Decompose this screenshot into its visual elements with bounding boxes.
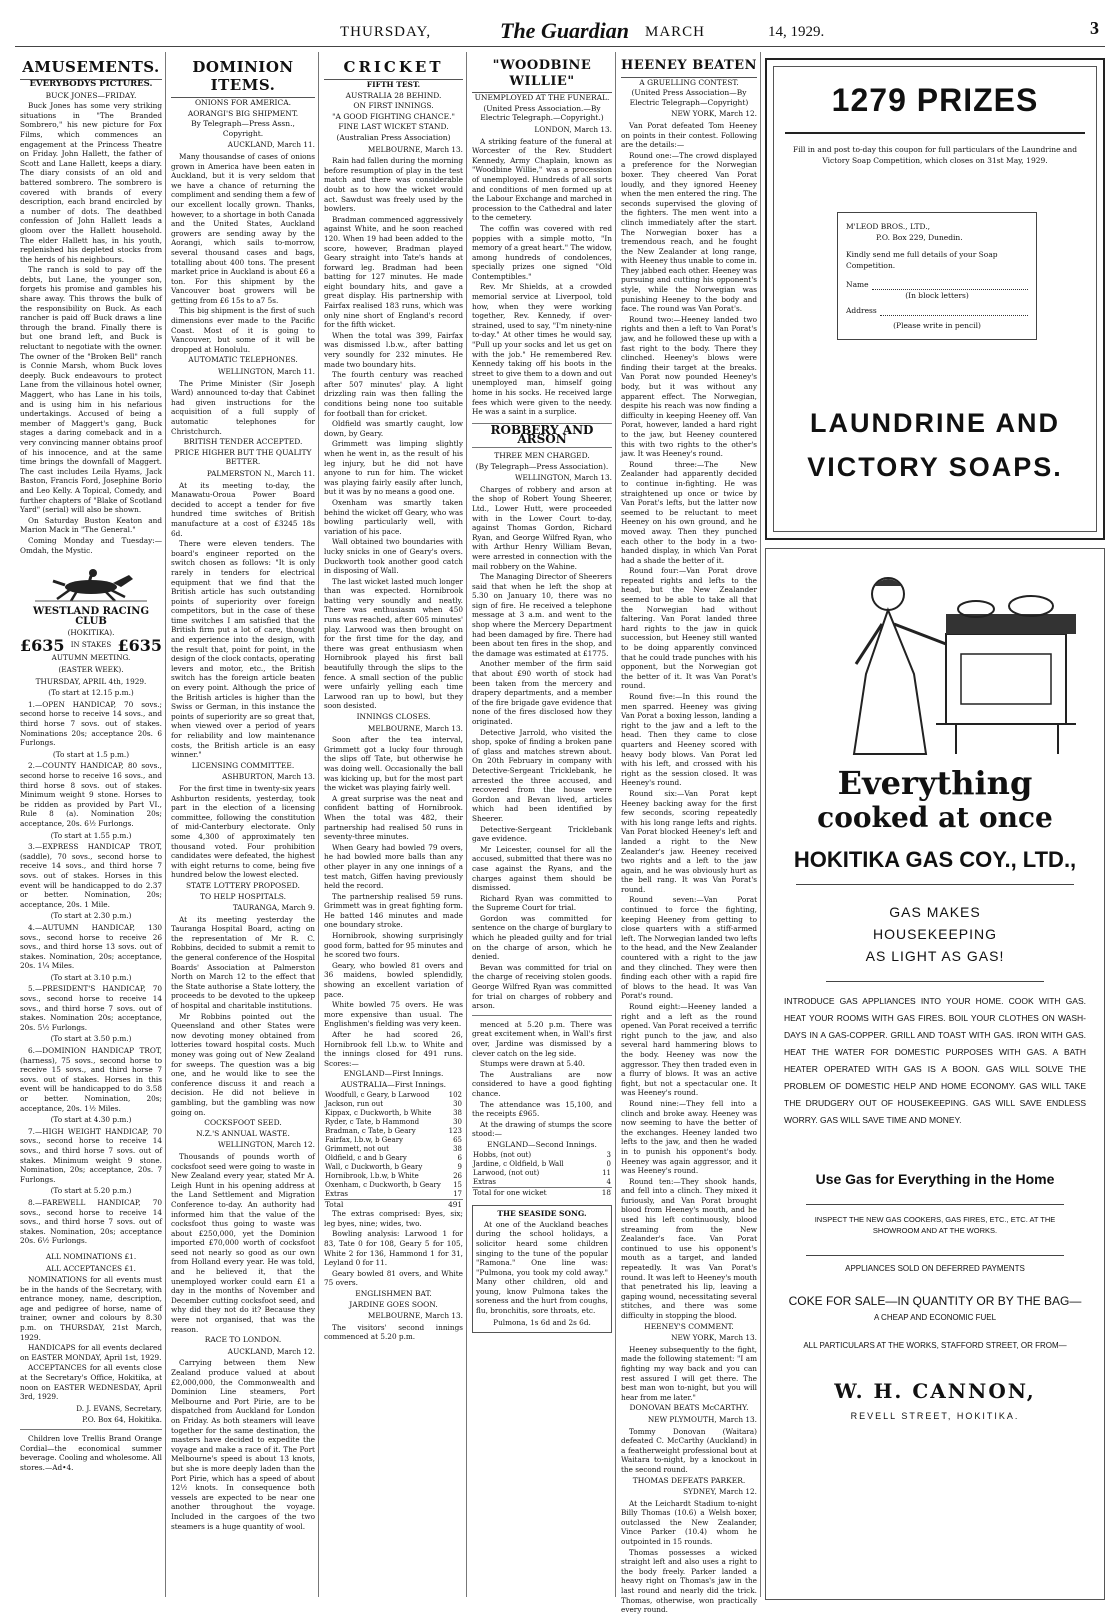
race-start-time: (To start at 1.5 p.m.): [52, 749, 130, 759]
divider: [796, 884, 1074, 885]
divider: [806, 1255, 1064, 1256]
coupon-pencil-note: (Please write in pencil): [893, 321, 981, 330]
brand-line2: VICTORY SOAPS.: [807, 452, 1063, 482]
race-entry: 7.—HIGH WEIGHT HANDICAP, 70 sovs., second horse to receive 14 sovs., and third horse 7 sovs. out of stakes. Minimum weight 9 stone. Nomination, 20s; acceptance, 20s. 7 Furlongs.: [20, 1126, 162, 1184]
article-paragraph: A great surprise was the neat and confident batting of Hornibrook. When the total was 482, their partnership had realised 50 runs in seventy-three minutes.: [324, 793, 463, 842]
race-start-time: (To start at 12.15 p.m.): [48, 688, 134, 698]
column-dominion-items: [168, 52, 318, 1600]
article-paragraph: Geary, who bowled 81 overs and 36 maidens, bowled splendidly, showing an excellent variation of pace.: [324, 960, 463, 999]
dateline: LONDON, March 13.: [534, 124, 612, 134]
coupon-name-row[interactable]: [846, 279, 1028, 290]
byline: (By Telegraph—Press Association).: [475, 461, 609, 471]
race-entry: 3.—EXPRESS HANDICAP TROT, (saddle), 70 sovs., second horse to receive 14 sovs., and third horse 7 sovs. out of stakes. Horses in this event will be handicapped to do 2.37 or better. Nomination, 20s; acceptance, 20s. 1 Mile.: [20, 842, 162, 909]
agent-address: REVELL STREET, HOKITIKA.: [850, 1411, 1020, 1421]
article-paragraph: Oxenham was smartly taken behind the wicket off Geary, who was bowling particularly well, with variation of his pace.: [324, 497, 463, 536]
article-paragraph: Richard Ryan was committed to the Supreme Court for trial.: [472, 893, 612, 913]
article-paragraph: Round two:—Heeney landed two rights and then a left to Van Porat's jaw, and he followed these up with a fast right to the body. There they clinched. Heeney's blows were finding their target at the breaks. Van Porat now pounded Heeney's body, but it was without any apparent effect. The Norwegian, despite his reach was now finding a difficulty in keeping Heeney off. Van Porat, however, landed a hard right to the jaw, but Heeney countered this with two rights to the other's jaw. It was Heeney's round.: [621, 314, 757, 459]
everything-heading: Everything: [837, 764, 1033, 802]
batsman-entry: Hornibrook, l.b.w, b White: [325, 1171, 419, 1180]
subheading: JARDINE GOES SOON.: [349, 1299, 438, 1309]
particulars-notice: ALL PARTICULARS AT THE WORKS, STAFFORD STREET, OR FROM—: [803, 1341, 1067, 1350]
batsman-entry: Extras: [473, 1177, 496, 1186]
article-paragraph: Wall obtained two boundaries with lucky snicks in one of Geary's overs. Duckworth took another good catch in disposing of Wall.: [324, 537, 463, 576]
batsman-entry: Woodfull, c Geary, b Larwood: [325, 1090, 430, 1099]
scorecard-row: [472, 1178, 612, 1187]
coupon-address-row[interactable]: [846, 305, 1028, 316]
column-divider: [615, 52, 616, 1597]
article-paragraph: At the drawing of stumps the score stood:—: [472, 1119, 612, 1139]
subheading: AORANGI'S BIG SHIPMENT.: [187, 108, 299, 118]
dateline: MELBOURNE, March 13.: [367, 144, 463, 154]
batsman-entry: Oldfield, c and b Geary: [325, 1153, 407, 1162]
article-paragraph: Mr Robbins pointed out the Queensland and other States were now devoting money obtained from lotteries toward hospital costs. Much money was going out of New Zealand for sweeps. The question was a big one, and he would like to see the conference discuss it and reach a decision. He did not believe in gambling, but the gambling was now going on.: [171, 1011, 315, 1117]
acceptances-fee: ALL ACCEPTANCES £1.: [46, 1263, 136, 1273]
batsman-score: 38: [453, 1144, 462, 1153]
race-start-time: (To start at 5.20 p.m.): [50, 1186, 132, 1196]
competition-intro: Fill in and post to-day this coupon for full particulars of the Laundrine and Victory Soap Competition, which closes on 31st May, 1929.: [793, 145, 1077, 165]
subheading: N.Z.'S ANNUAL WASTE.: [196, 1128, 290, 1138]
article-paragraph: Round five:—In this round the men sparred. Heeney was giving Van Porat a boxing lesson, landing a right to the jaw and a left to the head. Then they came to close quarters and Heeney scored with heavy body blows. Van Porat led with his left, and crossed with his right as the session closed. It was Heeney's round.: [621, 692, 757, 788]
subheading: FINE LAST WICKET STAND.: [338, 122, 449, 132]
deferred-payments-notice: APPLIANCES SOLD ON DEFERRED PAYMENTS: [845, 1264, 1025, 1273]
scorecard-row: [472, 1169, 612, 1178]
batsman-entry: Ryder, c Tate, b Hammond: [325, 1117, 420, 1126]
article-paragraph: Round one:—The crowd displayed a preference for the Norwegian boxer. They cheered Van Porat loudly, and they ignored Heeney when the men entered the ring. The seconds supervised the gloving of the fighters. The men went into a clinch immediately after the start. The Norwegian boxer has a tremendous reach, and he fought the New Zealander at long range, with Heeney thus unable to come in. They jabbed each other. Heeney was pursuing and cutting his opponent's style, while the Norwegian was punishing Heeney to the body and face. The round was Van Porat's.: [621, 150, 757, 314]
subheading: ON FIRST INNINGS.: [353, 101, 434, 111]
dateline: NEW YORK, March 12.: [671, 109, 757, 119]
dateline: TAURANGA, March 9.: [232, 903, 315, 913]
subheading: THREE MEN CHARGED.: [494, 450, 590, 460]
scorecard-heading: AUSTRALIA—First Innings.: [340, 1079, 447, 1089]
race-start-time: (To start at 1.55 p.m.): [50, 830, 132, 840]
byline: (Australian Press Association): [336, 132, 451, 142]
secretary-name: D. J. EVANS, Secretary,: [76, 1403, 162, 1413]
article-paragraph: Round nine:—They fell into a clinch and broke away. Heeney was now seeming to have the better of the exchanges. Heeney landed two lefts to the jaw, and then he waded in to punish his opponent's body. Heeney was again aggressor, and it was Heeney's round.: [621, 1098, 757, 1176]
column-cricket: [321, 52, 466, 1600]
column-divider: [318, 52, 319, 1597]
batsman-score: 17: [453, 1189, 462, 1198]
stakes-amount-left: £635: [20, 635, 65, 655]
divider: [20, 1429, 162, 1430]
inspect-showroom-notice: INSPECT THE NEW GAS COOKERS, GAS FIRES, ETC., ETC. AT THE SHOWROOM AND AT THE WORKS.: [814, 1215, 1056, 1235]
batsman-entry: Fairfax, l.b.w, b Geary: [325, 1135, 403, 1144]
article-paragraph: Mr Leicester, counsel for all the accused, submitted that there was no case against the Ryans, and the charges against them should be dismissed.: [472, 844, 612, 893]
divider: [826, 981, 1044, 982]
batsman-score: 3: [606, 1150, 611, 1159]
seaside-song-price: Pulmona, 1s 6d and 2s 6d.: [493, 1317, 591, 1327]
gas-company-name: HOKITIKA GAS COY., LTD.,: [793, 847, 1077, 872]
cooked-at-once-heading: cooked at once: [817, 801, 1053, 834]
meeting-date: THURSDAY, APRIL 4th, 1929.: [35, 676, 147, 686]
coke-for-sale-notice: COKE FOR SALE—IN QUANTITY OR BY THE BAG—: [788, 1294, 1082, 1308]
scorecard-row: [324, 1190, 463, 1199]
scorecard-row: [324, 1181, 463, 1190]
scorecard-row: [324, 1172, 463, 1181]
dateline: WELLINGTON, March 11.: [217, 367, 315, 377]
article-paragraph: Rain had fallen during the morning before resumption of play in the test match and there was considerable doubt as to how the wicket would act. Sawdust was freely used by the bowlers.: [324, 156, 463, 214]
article-paragraph: Gordon was committed for sentence on the charge of burglary to which he pleaded guilty and for trial on the charge of arson, which he denied.: [472, 913, 612, 962]
scorecard-row: [324, 1163, 463, 1172]
article-paragraph: The Australians are now considered to have a good fighting chance.: [472, 1069, 612, 1098]
masthead-rule: [15, 46, 1105, 47]
article-paragraph: Another member of the firm said that about £90 worth of stock had been taken from the mercery and drapery departments, and a member of the fire brigade gave evidence that none of the fires disclosed how they originated.: [472, 659, 612, 726]
article-paragraph: The last wicket lasted much longer than was expected. Hornibrook batting very soundly and neatly. There was enthusiasm when 450 runs was reached, after 605 minutes' play. Larwood was then brought on for the first time for the day, and there was great enthusiasm when Hornibrook played his first ball beautifully through the slips to the fence. A small section of the public were unfairly yelling each time Larwood ran up to bowl, but they soon desisted.: [324, 576, 463, 711]
racehorse-illustration: [31, 561, 151, 603]
amusements-heading: AMUSEMENTS.: [20, 58, 162, 80]
article-paragraph: Bradman commenced aggressively against White, and he soon reached 120. When 19 had been added to the score, however, Bradman played Geary straight into Tate's hands at forward leg. Bradman had been batting for 127 minutes. He made eight boundary hits, and gave a great display. His partnership with Fairfax realised 183 runs, which was only nine short of England's record for the fifth wicket.: [324, 214, 463, 330]
gas-appliances-body: INTRODUCE GAS APPLIANCES INTO YOUR HOME. COOK WITH GAS. HEAT YOUR ROOMS WITH GAS FIRES. BOIL YOUR CLOTHES ON WASH-DAYS IN A GAS-COPPER. GRILL AND TOAST WITH GAS. IRON WITH GAS. HEAT THE WATER FOR DOMESTIC PURPOSES WITH GAS. A BATH HEATER OPERATED WITH GAS IS A BOON. GAS WILL SOLVE THE PROBLEM OF DOMESTIC HELP AND HOME ECONOMY. GAS WILL TAKE THE DRUDGERY OUT OF HOUSEKEEPING. GAS WILL SAVE ENDLESS WORRY. GAS WILL SAVE TIME AND MONEY.: [784, 996, 1086, 1125]
divider: [806, 1204, 1064, 1205]
batsman-score: 4: [606, 1177, 611, 1186]
subheading: BRITISH TENDER ACCEPTED.: [183, 437, 303, 447]
racing-club-location: (HOKITIKA).: [67, 628, 115, 638]
article-paragraph: After he had scored 26, Hornibrook fell l.b.w. to White and the innings closed for 491 runs. Scores:—: [324, 1030, 463, 1068]
article-paragraph: Round six:—Van Porat kept Heeney backing away for the first few seconds, scoring repeatedly with his long range lefts and rights. Van Porat blocked Heeney's left and landed a right to the New Zealander's jaw. Heeney received two rights and a left to the jaw again, and he was obviously hurt as the bell rang. It was Van Porat's round.: [621, 788, 757, 894]
subheading: LICENSING COMMITTEE.: [191, 760, 295, 770]
batsman-score: 15: [453, 1180, 462, 1189]
article-paragraph: Round eight:—Heeney landed a right and a left as the round opened. Van Porat received a terrific right punch to the jaw, and also several hard hammering blows to the body. Heeney was now the aggressor. They then traded even in a flurry of blows. It was an active fight, but not a spectacular one. It was Heeney's round.: [621, 1002, 757, 1098]
batsman-entry: Jardine, c Oldfield, b Wall: [473, 1159, 564, 1168]
dateline: WELLINGTON, March 12.: [217, 1140, 315, 1150]
article-paragraph: Buck Jones has some very striking situations in "The Branded Sombrero," his new picture for Fox Films, which commences an engagement at the Princess Theatre on Friday. John Hallett, the father of Scott and Lane Hallett, keeps a diary. The diary consists of an old and battered sombrero. The sombrero is covered with brands of every description, each brand encircled by a number of dots. The deathbed confession of John Hallett leads a gloom over the Hallett household. The elder Hallett has, in his youth, replenished his depleted stocks from the herds of his neighbours.: [20, 101, 162, 264]
batsman-score: 102: [448, 1090, 462, 1099]
subheading: AUTOMATIC TELEPHONES.: [188, 355, 298, 365]
subheading: COCKSFOOT SEED.: [204, 1118, 282, 1128]
article-paragraph: At the Leichardt Stadium to-night Billy Thomas (10.6) a Welsh boxer, outclassed the New Zealander, Vince Parker (10.4) whom he outpointed in 15 rounds.: [621, 1498, 757, 1547]
subheading: ENGLISHMEN BAT.: [355, 1288, 432, 1298]
batsman-entry: Kippax, c Duckworth, b White: [325, 1108, 432, 1117]
brand-line1: LAUNDRINE AND: [810, 408, 1060, 438]
coupon-address-line2: P.O. Box 229, Dunedin.: [876, 233, 963, 242]
article-paragraph: Charges of robbery and arson at the shop of Robert Young Sheerer, Ltd., Lower Hutt, were proceeded with in the Lower Court to-day, against Thomas Gordon, Richard Ryan, and George Wilfred Ryan, who with Arthur Henry William Bevan, were arrested in connection with the mail robbery on the Wahine.: [472, 484, 612, 571]
byline: (United Press Association—By Electric Telegraph—Copyright): [629, 88, 749, 107]
batsman-score: 65: [453, 1135, 462, 1144]
subheading: HEENEY'S COMMENT.: [644, 1321, 734, 1331]
subheading: AUSTRALIA 28 BEHIND.: [345, 90, 442, 100]
scorecard-row: [324, 1136, 463, 1145]
masthead: [0, 0, 1114, 44]
batsman-entry: Grimmett, not out: [325, 1144, 389, 1153]
batsman-entry: Oxenham, c Duckworth, b Geary: [325, 1180, 441, 1189]
scorecard-row: [324, 1127, 463, 1136]
article-paragraph: Grimmett was limping slightly when he went in, as the result of his leg injury, but he did not have anyone to run for him. The wicket was playing fairly easily after lunch, but it was by no means a good one.: [324, 439, 463, 497]
scorecard-total-label: Total: [325, 1199, 344, 1209]
article-paragraph: The partnership realised 59 runs. Grimmett was in great fighting form. He batted 146 minutes and made one boundary stroke.: [324, 891, 463, 930]
article-paragraph: Bowling analysis: Larwood 1 for 83, Tate 0 for 108, Geary 5 for 105, White 2 for 136, Hammond 1 for 31, Leyland 0 for 11.: [324, 1229, 463, 1268]
dateline: AUCKLAND, March 12.: [227, 1346, 315, 1356]
australia-scorecard: [324, 1091, 463, 1199]
article-paragraph: For the first time in twenty-six years Ashburton residents, yesterday, took part in the election of a licensing committee, following the constitution of mid-Canterbury electorate. Only some 4,300 of approximately ten thousand voted. Four prohibition candidates were defeated, the highest with eight returns to come, being five hundred below the lowest elected.: [171, 783, 315, 880]
article-paragraph: When the total was 399, Fairfax was dismissed l.b.w., after batting very soundly for 232 minutes. He made two boundary hits.: [324, 330, 463, 369]
masthead-paper-title: The Guardian: [500, 18, 629, 43]
article-paragraph: Tommy Donovan (Waitara) defeated C. McCarthy (Auckland) in a featherweight professional bout at Waitara to-night, by a knockout in the second round.: [621, 1426, 757, 1474]
article-paragraph: Detective-Sergeant Tricklebank gave evidence.: [472, 824, 612, 844]
batsman-score: 11: [602, 1168, 611, 1177]
race-entry: 8.—FAREWELL HANDICAP, 70 sovs., second horse to receive 14 sovs., and third horse 7 sovs. out of stakes. Nomination, 20s; acceptance 20s. 6½ Furlongs.: [20, 1197, 162, 1246]
scorecard-row: [324, 1154, 463, 1163]
article-paragraph: Oldfield was smartly caught, low down, by Geary.: [324, 419, 463, 438]
scorecard-total-value: 18: [601, 1187, 611, 1197]
scorecard-total-label: Total for one wicket: [473, 1187, 547, 1197]
article-paragraph: Round three:—The New Zealander had apparently decided to continue in-fighting. He was straightened up once or twice by Van Porat's lefts, but the latter now seemed to be reluctant to meet Heeney on his own ground, and he moved away. Then they punched each other to the body in a two-handed display, in which Van Porat had a shade the better of it.: [621, 459, 757, 565]
masthead-day: THURSDAY,: [340, 24, 432, 40]
batsman-score: 123: [448, 1126, 462, 1135]
subheading: UNEMPLOYED AT THE FUNERAL.: [474, 93, 610, 103]
coupon-request: Kindly send me full details of your Soap Competition.: [846, 250, 998, 270]
laundrine-soap-advert: [765, 58, 1105, 540]
column-divider: [466, 52, 467, 1597]
nominations-fee: ALL NOMINATIONS £1.: [45, 1251, 137, 1261]
gas-makes-slogan: [766, 901, 1104, 967]
scorecard-row: [324, 1145, 463, 1154]
subheading: ONIONS FOR AMERICA.: [194, 98, 291, 107]
column-heeney-beaten: [618, 52, 760, 1615]
article-paragraph: Geary bowled 81 overs, and White 75 overs.: [324, 1268, 463, 1288]
dateline: MELBOURNE, March 13.: [367, 1311, 463, 1321]
race-entry: 6.—DOMINION HANDICAP TROT, (harness), 75 sovs., second horse to receive 15 sovs., and third horse 7 sovs. out of stakes. Horses in this event will be handicapped to do 3.58 or better. Nomination, 20s; acceptance, 20s. 1½ Miles.: [20, 1046, 162, 1113]
slogan-line3: AS LIGHT AS GAS!: [865, 948, 1005, 964]
woodbine-willie-heading: "WOODBINE WILLIE": [472, 58, 612, 93]
coupon-name-label: Name: [846, 280, 869, 289]
woman-cooking-illustration: [796, 554, 1086, 769]
scorecard-row: [472, 1160, 612, 1169]
coupon-name-hint: (In block letters): [905, 291, 969, 300]
article-paragraph: When Geary had bowled 79 overs, he had bowled more balls than any other player in any one innings of a test match, Giffen having previously held the record.: [324, 842, 463, 891]
stakes-label: IN STAKES: [70, 640, 112, 649]
article-paragraph: A striking feature of the funeral at Worcester of the Rev. Studdert Kennedy, Army Chaplain, known as "Woodbine Willie," was a procession of unemployed. Hundreds of all sorts and conditions of men formed up at the Labour Exchange and marched in procession to the Cathedral and later to the cemetery.: [472, 136, 612, 223]
column-amusements: [17, 52, 165, 1600]
dateline: WELLINGTON, March 13.: [514, 473, 612, 483]
scorecard-total-row: [324, 1199, 463, 1210]
batsman-entry: Jackson, run out: [325, 1099, 384, 1108]
batsman-score: 6: [457, 1153, 462, 1162]
coupon-address-label: Address: [846, 306, 877, 315]
coke-fuel-note: A CHEAP AND ECONOMIC FUEL: [873, 1313, 997, 1322]
subheading: STATE LOTTERY PROPOSED.: [186, 880, 300, 890]
seaside-song-advert: [472, 1205, 612, 1333]
stakes-amount-right: £635: [117, 635, 162, 655]
scorecard-row: [324, 1118, 463, 1127]
dateline: SYDNEY, March 12.: [683, 1487, 757, 1497]
cordial-advert: Children love Trellis Brand Orange Cordial—the economical summer beverage. Cooling and wholesome. All stores.—Ad•4.: [20, 1434, 162, 1472]
article-paragraph: menced at 5.20 p.m. There was great excitement when, in Wall's first over, Jardine was dismissed by a clever catch on the leg side.: [472, 1019, 612, 1058]
dateline: NEW PLYMOUTH, March 13.: [647, 1414, 757, 1424]
article-paragraph: Hornibrook, showing surprisingly good form, batted for 95 minutes and he scored two fours.: [324, 931, 463, 960]
england-second-innings-scorecard: [472, 1151, 612, 1187]
batsman-score: 30: [453, 1099, 462, 1108]
article-paragraph: On Saturday Buston Keaton and Marion Mack in "The General.": [20, 515, 162, 535]
race-start-time: (To start at 3.10 p.m.): [50, 972, 132, 982]
column-woodbine-willie: [469, 52, 615, 1600]
batsman-score: 30: [453, 1117, 462, 1126]
byline: By Telegraph—Press Assn., Copyright.: [191, 119, 295, 138]
article-paragraph: The fourth century was reached after 507 minutes' play. A light drizzling rain was then falling the conditions being none too suitable for football than for cricket.: [324, 370, 463, 418]
batsman-entry: Bradman, c Tate, b Geary: [325, 1126, 416, 1135]
article-paragraph: Coming Monday and Tuesday:—Omdah, the Mystic.: [20, 535, 162, 555]
notice-paragraph: ACCEPTANCES for all events close at the Secretary's Office, Hokitika, at noon on EASTER WEDNESDAY, April 3rd, 1929.: [20, 1363, 162, 1402]
race-entry: 4.—AUTUMN HANDICAP, 130 sovs., second horse to receive 26 sovs., and third horse 13 sovs. out of stakes. Nomination, 20s; acceptance, 20s. 1¼ Miles.: [20, 922, 162, 971]
batsman-entry: Larwood, (not out): [473, 1168, 540, 1177]
article-paragraph: The ranch is sold to pay off the debts, but Lane, the younger son, forgets his promise and gambles his share away. This throws the bulk of the responsibility on Buck. As each rancher is paid off Buck draws a line through the brand. Finally there is but one brand left, and Buck is reluctant to negotiate with the owner. The owner of the "Broken Bell" ranch is Connie Marsh, whom Buck loves deeply. Buck endeavours to protect Lane from the villainous hotel owner, Maggert, who has Lane in his toils, and is using him in his nefarious undertakings. Accused of being a member of Maggert's gang, Buck stages a daring comeback and in a very convincing manner obtains proof of his innocence, and at the same time brings the downfall of Maggert. The cast includes Leila Hyams, Jack Baston, Francis Ford, Josephine Borio and Leo Kelly. A Topical, Comedy, and further chapters of "Blake of Scotland Yard" (serial) will also be shown.: [20, 265, 162, 515]
prizes-title: 1279 PRIZES: [831, 82, 1039, 118]
slogan-line2: HOUSEKEEPING: [872, 926, 998, 942]
scorecard-heading: ENGLAND—First Innings.: [343, 1069, 444, 1079]
article-paragraph: At its meeting to-day, the Manawatu-Oroua Power Board decided to accept a tender for five hundred time switches of British manufacture at a cost of £3245 18s 6d.: [171, 480, 315, 538]
article-paragraph: Van Porat defeated Tom Heeney on points in their contest. Following are the details:—: [621, 120, 757, 150]
article-paragraph: The coffin was covered with red poppies with a simple motto, "In memory of a great heart." The widow, among hundreds of condolences, specially prizes one signed "Old Contemptibles.": [472, 223, 612, 281]
article-paragraph: Thousands of pounds worth of cocksfoot seed were going to waste in New Zealand every year, stated Mr A. Leigh Hunt in his opening address at the Land Settlement and Migration Conference to-day. An authority had informed him that the value of the cocksfoot thus going to waste was about £250,000, yet the Dominion imported £70,000 worth of cocksfoot seed not nearly so good as our own from Holland every year. He was told, and he believed it, that the unemployed worker could earn £1 a day in the months of November and December cutting cocksfoot seed, and why did they not do it? Because they were not organised, that was the reason.: [171, 1151, 315, 1334]
batsman-entry: Wall, c Duckworth, b Geary: [325, 1162, 423, 1171]
scorecard-heading: ENGLAND—Second Innings.: [487, 1139, 597, 1149]
race-entry: 1.—OPEN HANDICAP, 70 sovs.; second horse to receive 14 sovs., and third horse 7 sovs. out of stakes. Nominations 20s; acceptance 20s. 6 Furlongs.: [20, 699, 162, 748]
masthead-month: MARCH: [645, 24, 706, 40]
column-divider: [165, 52, 166, 1597]
article-paragraph: Bevan was committed for trial on the charge of receiving stolen goods. George Wilfred Ryan was committed for trial on charges of robbery and arson.: [472, 962, 612, 1011]
everybodys-pictures-heading: EVERYBODYS PICTURES.: [29, 79, 153, 89]
dateline: NEW YORK, March 13.: [671, 1333, 757, 1343]
seaside-song-title: THE SEASIDE SONG.: [497, 1209, 587, 1219]
buck-jones-subheading: BUCK JONES—FRIDAY.: [45, 90, 137, 100]
race-entry: 2.—COUNTY HANDICAP, 80 sovs., second horse to receive 16 sovs., and third horse 8 sovs. out of stakes. Minimum weight 9 stone. Horses to be ridden as provided by Part VI., Rule 8 (a). Nomination 20s; acceptance, 20s. 6½ Furlongs.: [20, 761, 162, 828]
article-paragraph: This big shipment is the first of such dimensions ever made to the Pacific Coast. Most of it is going to Vancouver, but some of it will be dropped at Honolulu.: [171, 306, 315, 354]
subheading: RACE TO LONDON.: [204, 1335, 282, 1345]
subheading: THOMAS DEFEATS PARKER.: [632, 1475, 746, 1485]
use-gas-slogan: Use Gas for Everything in the Home: [815, 1171, 1055, 1187]
article-paragraph: Round seven:—Van Porat continued to force the fighting, keeping Heeney from getting to close quarters with a stiff-armed left. The Norwegian landed two lefts to the head, and the New Zealander countered with a right to the jaw and they clinched. They were then finding each other with a rapid fire of blows to the head. It was Van Porat's round.: [621, 895, 757, 1001]
article-paragraph: Round four:—Van Porat drove repeated rights and lefts to the head, but the New Zealander seemed to be able to take all that the Norwegian had without faltering. Van Porat landed three hard rights to the jaw in quick succession, but Heeney still wanted to be doing apparently convinced that he could trade punches with his opponent, but the Norwegian got the better of it. It was Van Porat's round.: [621, 566, 757, 691]
subheading: "A GOOD FIGHTING CHANCE.": [332, 111, 455, 121]
dominion-items-heading: DOMINION ITEMS.: [171, 58, 315, 98]
masthead-page-number: 3: [1090, 18, 1099, 38]
article-paragraph: The visitors' second innings commenced at 5.20 p.m.: [324, 1322, 463, 1342]
article-paragraph: Rev. Mr Shields, at a crowded memorial service at Liverpool, told how, when they were working together, Rev. Kennedy, if over-strained, used to say, "I'm ninety-nine to-day." At other times he would say, "Pull up your socks and let us get on with the job." He remembered Rev. Kennedy taking off his boots in the street to give them to a down and out unemployed man, himself going home in his socks. He received large fees which were given to the needy. He was a saint in a surplice.: [472, 282, 612, 417]
racing-club-name: WESTLAND RACING CLUB: [33, 606, 149, 627]
cricket-heading: CRICKET: [324, 58, 463, 80]
subheading: INNINGS CLOSES.: [356, 712, 431, 721]
race-start-time: (To start at 3.50 p.m.): [50, 1034, 132, 1044]
article-paragraph: There were eleven tenders. The board's engineer reported on the switch chosen as follows: "It is only rarely in tenders for electrical equipment that we find that the British article has such outstanding points of superiority over foreign competitors, but in the case of these time switches I am satisfied that the British firm put a lot of care, thought and experience into the design, with the result that, point for point, in the design of the clock contacts, operating levers and motor, etc., the British switch has the foreign article beaten on every point. Although the price of the British articles is higher than the Swiss or German, in this instance the points of superiority are so great that, when viewed over a period of years for reliability and low maintenance costs, the British article is an easy winner.": [171, 539, 315, 760]
batsman-score: 38: [453, 1108, 462, 1117]
scorecard-row: [472, 1151, 612, 1160]
notice-paragraph: NOMINATIONS for all events must be in the hands of the Secretary, with entrance money, name, description, age and pedigree of horse, name of trainer, owner and colours by 8.30 p.m. on THURSDAY, 21st March, 1929.: [20, 1275, 162, 1342]
coupon-address-line1: M'LEOD BROS., LTD.,: [846, 222, 930, 231]
article-paragraph: Thomas possesses a wicked straight left and also uses a right to the body freely. Parker landed a heavy right on Thomas's jaw in the last round and nearly did the trick. Thomas, otherwise, won practically every round.: [621, 1547, 757, 1615]
batsman-entry: Hobbs, (not out): [473, 1150, 532, 1159]
race-start-time: (To start at 2.30 p.m.): [50, 911, 132, 921]
dateline: MELBOURNE, March 13.: [367, 723, 463, 733]
dateline: ASHBURTON, March 13.: [222, 772, 315, 782]
divider: [785, 132, 1085, 134]
race-entry: 5.—PRESIDENT'S HANDICAP, 70 sovs., second horse to receive 14 sovs., and third horse 7 sovs. out of stakes. Nomination 20s; acceptance, 20s. 5½ Furlongs.: [20, 984, 162, 1032]
article-paragraph: Many thousandse of cases of onions grown in America have been eaten in Auckland, but it is very seldom that we have a chance of returning the compliment and sending them a few of our excellent locally grown. Thanks, however, to a shortage in both Canada and the United States, Auckland growers are sending away by the Aorangi, which sails to-morrow, several thousand cases and bags, totalling about 400 tons. The present market price in Auckland is about £6 a ton. For this shipment by the Vancouver boat growers will be getting from £6 15s to a7 5s.: [171, 151, 315, 305]
heeney-beaten-heading: HEENEY BEATEN: [621, 58, 757, 78]
coupon-name-field[interactable]: [872, 279, 1028, 290]
scorecard-row: [324, 1091, 463, 1100]
article-paragraph: The attendance was 15,100, and the receipts £965.: [472, 1099, 612, 1119]
race-start-time: (To start at 4.30 p.m.): [50, 1115, 132, 1125]
article-paragraph: At its meeting yesterday the Tauranga Hospital Board, acting on the representation of Mr R. C. Robbins, decided to submit a remit to the general conference of the Hospital Boards' Association at Palmerston North on March 12 to the effect that the State authorise a State lottery, the proceeds to be devoted to the upkeep of hospital and charitable institutions.: [171, 914, 315, 1011]
article-paragraph: Detective Jarrold, who visited the shop, spoke of finding a broken pane of glass and matches strewn about. On 20th February in company with Detective-Sergeant Tricklebank, he arrested the three accused, and recovered from the house were Gordon and Bevan lived, articles which had been identified by Sheerer.: [472, 727, 612, 823]
scorecard-total-value: 491: [448, 1199, 462, 1209]
subheading: PRICE HIGHER BUT THE QUALITY BETTER.: [174, 447, 312, 467]
batsman-score: 0: [606, 1159, 611, 1168]
masthead-date: 14, 1929.: [768, 24, 825, 40]
dateline: AUCKLAND, March 11.: [227, 140, 315, 150]
divider: [472, 1015, 612, 1016]
article-paragraph: White bowled 75 overs. He was more expensive than usual. The Englishmen's fielding was very keen.: [324, 1000, 463, 1029]
meeting-week: (EASTER WEEK).: [58, 665, 124, 675]
notice-paragraph: HANDICAPS for all events declared on EASTER MONDAY, April 1st, 1929.: [20, 1343, 162, 1362]
batsman-entry: Extras: [325, 1189, 348, 1198]
stakes-banner: [20, 635, 162, 655]
coupon-address-field[interactable]: [880, 305, 1028, 316]
coupon-form[interactable]: [837, 212, 1037, 340]
batsman-score: 9: [457, 1162, 462, 1171]
byline: (United Press Association.—By Electric Telegraph.—Copyright.): [480, 103, 604, 123]
secretary-address: P.O. Box 64, Hokitika.: [82, 1415, 162, 1425]
article-paragraph: Heeney subsequently to the fight, made the following statement: "I am fighting my way back and you can rest assured I will get there. The best man won to-night, but you will hear from me later.": [621, 1344, 757, 1402]
slogan-line1: GAS MAKES: [889, 904, 981, 920]
article-paragraph: Soon after the tea interval, Grimmett got a lucky four through the slips off Tate, but otherwise he was doing well. Occasionally the ball was kicking up, but for the most part the wicket was playing fairly well.: [324, 735, 463, 793]
article-paragraph: Carrying between them New Zealand produce valued at about £2,000,000, the Commonwealth and Dominion Line steamers, Port Melbourne and Port Pirie, are to be dispatched from Auckland for London on Friday. As both steamers will leave together for the same destination, the masters have decided to expedite the voyage and make a race of it. The Port Melbourne's speed is about 13 knots, but she is more deeply laden than the Port Pirie, which has a speed of about 12½ knots. In consequence both vessels are expected to be near one another throughout the voyage. Included in the cargoes of the two steamers is a huge quantity of wool.: [171, 1358, 315, 1531]
article-paragraph: Round ten:—They shook hands, and fell into a clinch. They mixed it furiously, and Van Porat brought blood from Heeney's mouth, and he used his left continuously, blood streaming from the New Zealander's face. Van Porat continued to use his opponent's mouth as a target, and landed repeatedly. It was Van Porat's round. It was left to Heeney's mouth that penetrated his lip, leaving a gaping wound, necessitating several stitches, and there was some difficulty in stopping the blood.: [621, 1176, 757, 1320]
column-divider: [760, 52, 761, 1597]
dateline: PALMERSTON N., March 11.: [206, 468, 315, 478]
article-paragraph: The Managing Director of Sheerers said that when he left the shop at 5.30 on January 10, there was no sign of fire. He received a telephone message at 3 a.m. and went to the shop where the Mercery Department had been damaged by fire. There had been about ten fires in the shop, and the damage was estimated at £1775.: [472, 572, 612, 658]
gas-company-advert: [765, 548, 1105, 1600]
subheading: A GRUELLING CONTEST.: [639, 77, 739, 87]
batsman-score: 26: [453, 1171, 462, 1180]
scorecard-total-row: [472, 1187, 612, 1198]
seaside-song-text: At one of the Auckland beaches during the school holidays, a solicitor heard some children singing to the tune of the popular "Ramona." One line was: "Pulmona, you took my cold away." Many other children, old and young, know Pulmona takes the soreness and the hurt from coughs, flu, bronchitis, sore throats, etc.: [476, 1219, 608, 1316]
article-paragraph: Stumps were drawn at 5.40.: [480, 1059, 585, 1069]
scorecard-row: [324, 1109, 463, 1118]
robbery-arson-heading: ROBBERY AND ARSON: [472, 423, 612, 448]
meeting-title: AUTUMN MEETING.: [51, 653, 131, 663]
article-paragraph: The extras comprised: Byes, six; leg byes, nine; wides, two.: [324, 1209, 463, 1228]
article-paragraph: The Prime Minister (Sir Joseph Ward) announced to-day that Cabinet had given instructions for the acquisition of a full supply of automatic telephones for Christchurch.: [171, 378, 315, 436]
agent-name: W. H. CANNON,: [834, 1379, 1036, 1403]
scorecard-row: [324, 1100, 463, 1109]
subheading: FIFTH TEST.: [366, 80, 421, 89]
subheading: DONOVAN BEATS McCARTHY.: [629, 1403, 749, 1413]
subheading: TO HELP HOSPITALS.: [199, 891, 287, 901]
